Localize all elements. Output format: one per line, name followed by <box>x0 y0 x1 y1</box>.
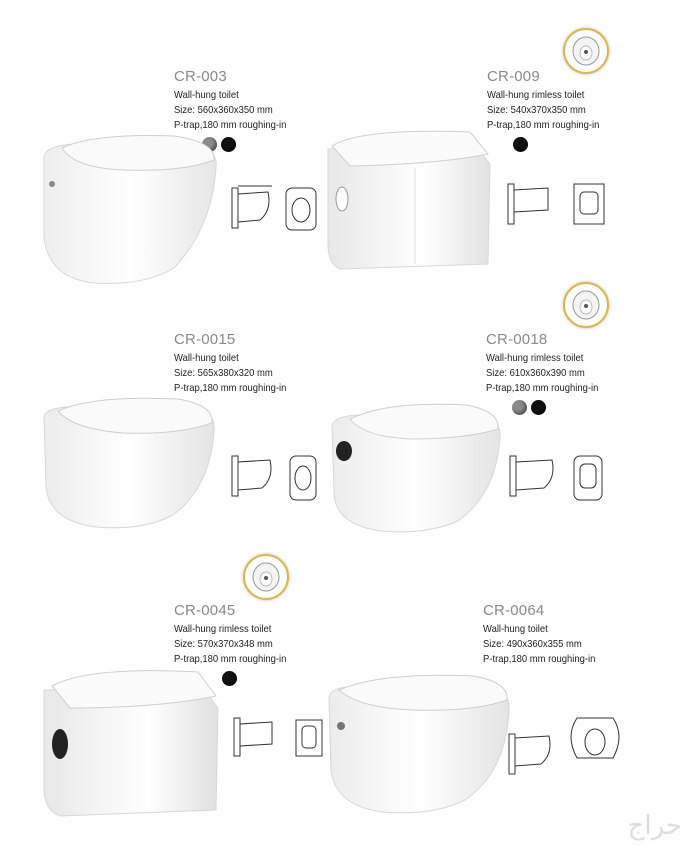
color-swatch-grey <box>512 400 527 415</box>
product-type: Wall-hung rimless toilet <box>486 352 584 364</box>
product-trap: P-trap,180 mm roughing-in <box>174 119 287 131</box>
color-swatches <box>513 137 612 152</box>
rimless-detail-inset <box>243 554 289 600</box>
technical-drawing-cr-009 <box>498 180 610 230</box>
color-swatch-black <box>222 671 237 686</box>
product-size: Size: 610x360x390 mm <box>486 367 585 379</box>
product-type: Wall-hung rimless toilet <box>174 623 272 635</box>
technical-drawing-cr-003 <box>220 180 320 240</box>
product-trap: P-trap,180 mm roughing-in <box>487 119 600 131</box>
product-code: CR-0064 <box>483 602 545 619</box>
product-size: Size: 540x370x350 mm <box>487 104 586 116</box>
product-size: Size: 570x370x348 mm <box>174 638 273 650</box>
toilet-photo-cr-0018 <box>326 399 504 537</box>
toilet-photo-cr-0015 <box>38 393 218 533</box>
product-trap: P-trap,180 mm roughing-in <box>174 653 287 665</box>
technical-drawing-cr-0015 <box>220 450 320 506</box>
technical-drawing-cr-0045 <box>226 714 326 764</box>
product-trap: P-trap,180 mm roughing-in <box>483 653 596 665</box>
product-code: CR-0018 <box>486 331 548 348</box>
color-swatch-black <box>513 137 528 152</box>
product-size: Size: 560x360x350 mm <box>174 104 273 116</box>
color-swatches <box>222 671 299 686</box>
product-size: Size: 490x360x355 mm <box>483 638 582 650</box>
color-swatches <box>512 400 611 415</box>
toilet-photo-cr-009 <box>320 124 495 274</box>
product-cr-0064 <box>483 602 608 667</box>
product-code: CR-009 <box>487 68 540 85</box>
toilet-photo-cr-003 <box>34 128 224 288</box>
product-cr-0015 <box>174 331 299 396</box>
product-code: CR-0045 <box>174 602 236 619</box>
product-type: Wall-hung toilet <box>174 352 239 364</box>
product-trap: P-trap,180 mm roughing-in <box>486 382 599 394</box>
watermark-logo: حراج <box>627 811 682 841</box>
product-size: Size: 565x380x320 mm <box>174 367 273 379</box>
product-type: Wall-hung rimless toilet <box>487 89 585 101</box>
product-type: Wall-hung toilet <box>174 89 239 101</box>
product-type: Wall-hung toilet <box>483 623 548 635</box>
product-cr-009 <box>487 68 612 152</box>
rimless-detail-inset <box>563 28 609 74</box>
toilet-photo-cr-0064 <box>323 668 513 818</box>
product-code: CR-003 <box>174 68 227 85</box>
product-cr-0018 <box>486 331 611 415</box>
product-code: CR-0015 <box>174 331 236 348</box>
product-trap: P-trap,180 mm roughing-in <box>174 382 287 394</box>
technical-drawing-cr-0064 <box>505 712 630 782</box>
technical-drawing-cr-0018 <box>500 450 610 506</box>
color-swatch-black <box>531 400 546 415</box>
rimless-detail-inset <box>563 282 609 328</box>
toilet-photo-cr-0045 <box>38 660 223 820</box>
